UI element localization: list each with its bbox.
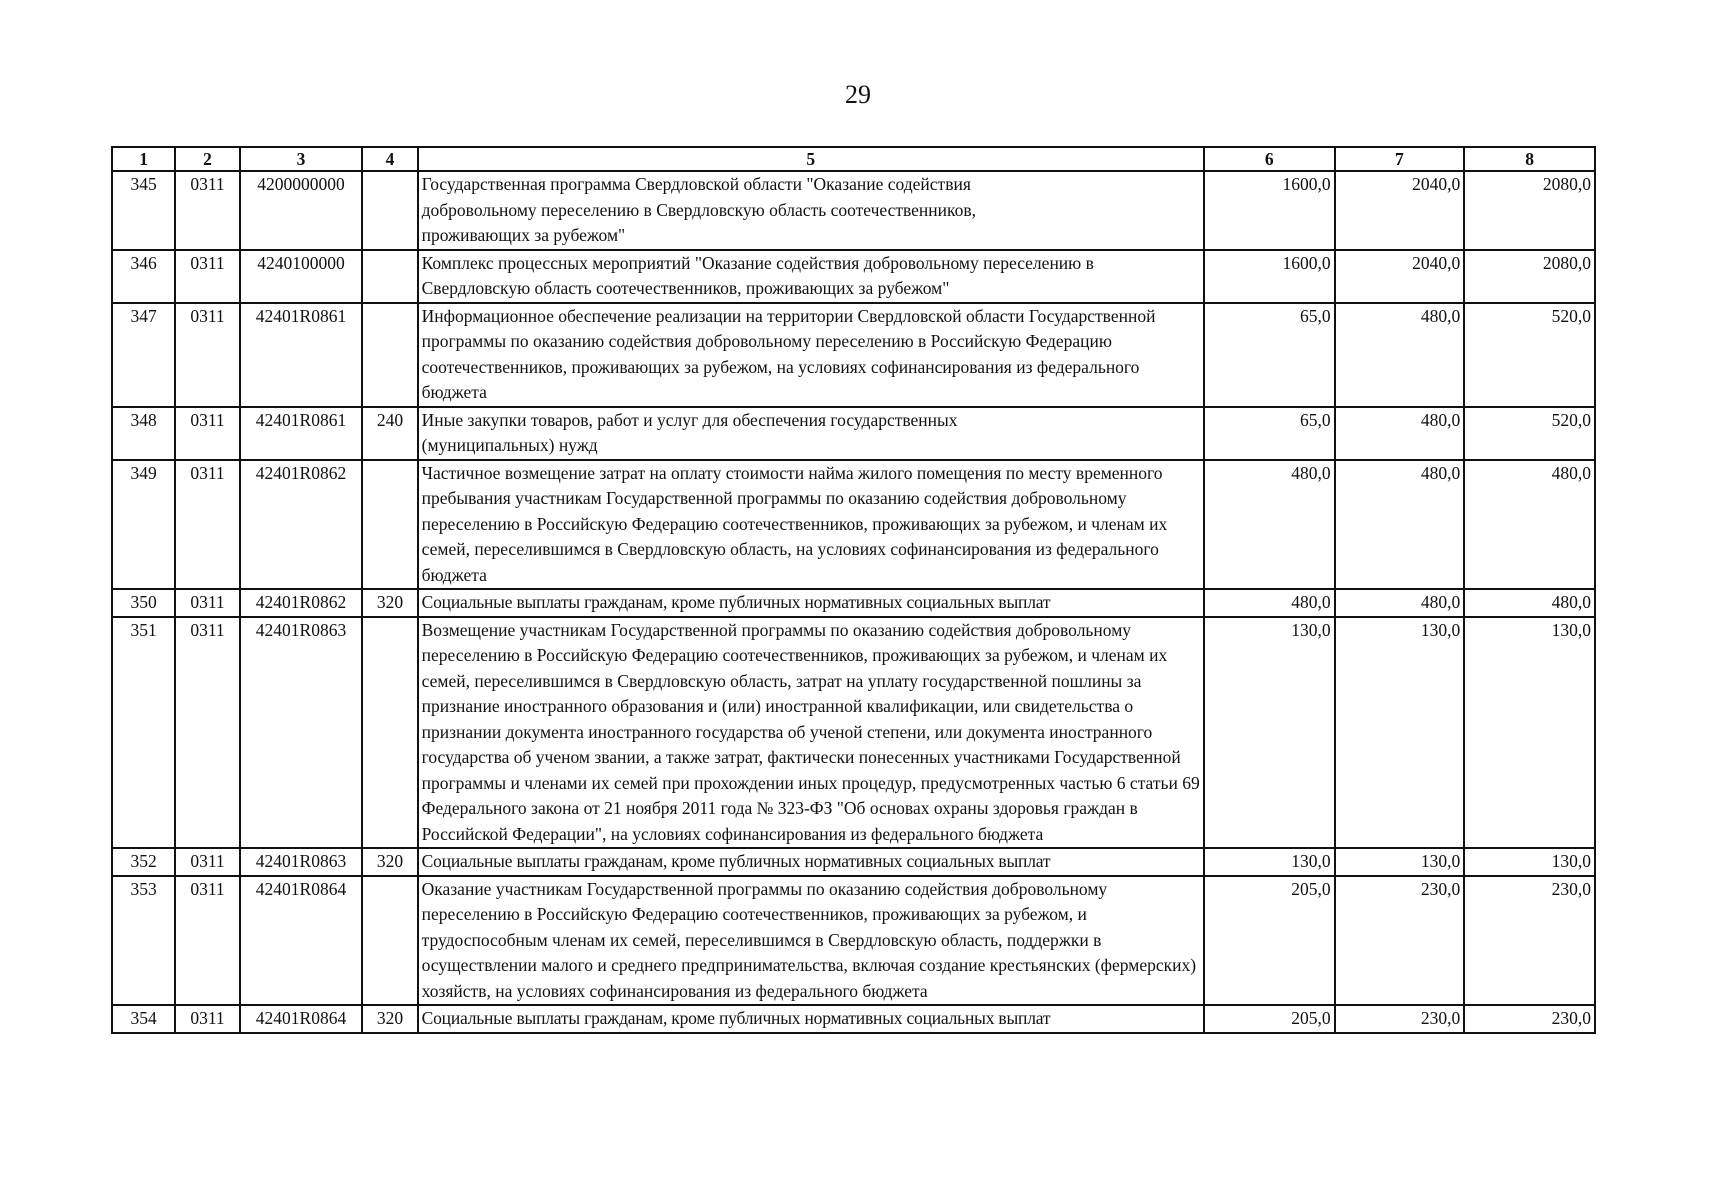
header-col-4: 4 — [362, 147, 417, 171]
header-col-1: 1 — [112, 147, 175, 171]
amount-col-6: 205,0 — [1204, 1005, 1335, 1033]
amount-col-8: 2080,0 — [1464, 250, 1595, 303]
amount-col-7: 230,0 — [1335, 1005, 1465, 1033]
row-description: Оказание участникам Государственной программы по оказанию содействия добровольному переселению в Российскую Федерацию соотечественников, проживающих за рубежом, и трудоспособным членам их семей, переселившимся в Свердловскую область, поддержки в осуществлении малого и среднего предпринимательства, включая создание крестьянских (фермерских) хозяйств, на условиях софинансирования из федерального бюджета — [418, 876, 1204, 1006]
row-description: Частичное возмещение затрат на оплату стоимости найма жилого помещения по месту временного пребывания участникам Государственной программы по оказанию содействия добровольному переселению в Российскую Федерацию соотечественников, проживающих за рубежом, и членам их семей, переселившимся в Свердловскую область, на условиях софинансирования из федерального бюджета — [418, 460, 1204, 590]
row-number: 353 — [112, 876, 175, 1006]
amount-col-7: 130,0 — [1335, 617, 1465, 849]
amount-col-7: 480,0 — [1335, 589, 1465, 617]
amount-col-7: 480,0 — [1335, 460, 1465, 590]
row-number: 351 — [112, 617, 175, 849]
target-article-code: 42401R0864 — [240, 876, 363, 1006]
table-row — [112, 303, 1595, 407]
row-number: 349 — [112, 460, 175, 590]
section-code: 0311 — [175, 303, 239, 407]
table-row — [112, 617, 1595, 849]
amount-col-6: 480,0 — [1204, 460, 1335, 590]
amount-col-6: 1600,0 — [1204, 250, 1335, 303]
target-article-code: 42401R0864 — [240, 1005, 363, 1033]
row-description: Иные закупки товаров, работ и услуг для обеспечения государственных (муниципальных) нужд — [418, 407, 1204, 460]
amount-col-6: 65,0 — [1204, 303, 1335, 407]
amount-col-6: 130,0 — [1204, 848, 1335, 876]
page-number: 29 — [845, 80, 871, 109]
amount-col-6: 65,0 — [1204, 407, 1335, 460]
amount-col-6: 130,0 — [1204, 617, 1335, 849]
header-col-3: 3 — [240, 147, 363, 171]
row-description: Информационное обеспечение реализации на территории Свердловской области Государственной программы по оказанию содействия добровольному переселению в Российскую Федерацию соотечественников, проживающих за рубежом, на условиях софинансирования из федерального бюджета — [418, 303, 1204, 407]
row-description: Комплекс процессных мероприятий "Оказание содействия добровольному переселению в Свердловскую область соотечественников, проживающих за рубежом" — [418, 250, 1204, 303]
amount-col-7: 230,0 — [1335, 876, 1465, 1006]
header-col-2: 2 — [175, 147, 239, 171]
target-article-code: 42401R0863 — [240, 617, 363, 849]
row-number: 346 — [112, 250, 175, 303]
table-row — [112, 589, 1595, 617]
table-body — [112, 171, 1595, 1033]
amount-col-8: 130,0 — [1464, 848, 1595, 876]
amount-col-8: 230,0 — [1464, 1005, 1595, 1033]
amount-col-8: 520,0 — [1464, 407, 1595, 460]
header-col-5: 5 — [418, 147, 1204, 171]
row-description: Государственная программа Свердловской области "Оказание содействия добровольному переселению в Свердловскую область соотечественников, проживающих за рубежом" — [418, 171, 1204, 250]
section-code: 0311 — [175, 407, 239, 460]
section-code: 0311 — [175, 460, 239, 590]
amount-col-8: 2080,0 — [1464, 171, 1595, 250]
table-row — [112, 250, 1595, 303]
row-description: Социальные выплаты гражданам, кроме публичных нормативных социальных выплат — [418, 589, 1204, 617]
section-code: 0311 — [175, 171, 239, 250]
amount-col-8: 480,0 — [1464, 589, 1595, 617]
expense-type-code — [362, 460, 417, 590]
target-article-code: 42401R0862 — [240, 460, 363, 590]
row-number: 345 — [112, 171, 175, 250]
target-article-code: 4200000000 — [240, 171, 363, 250]
table-row — [112, 876, 1595, 1006]
expense-type-code: 320 — [362, 1005, 417, 1033]
expense-type-code — [362, 250, 417, 303]
amount-col-7: 2040,0 — [1335, 250, 1465, 303]
row-number: 354 — [112, 1005, 175, 1033]
target-article-code: 42401R0862 — [240, 589, 363, 617]
row-number: 352 — [112, 848, 175, 876]
row-description: Социальные выплаты гражданам, кроме публичных нормативных социальных выплат — [418, 1005, 1204, 1033]
amount-col-7: 480,0 — [1335, 303, 1465, 407]
section-code: 0311 — [175, 589, 239, 617]
expense-type-code — [362, 171, 417, 250]
expense-type-code — [362, 303, 417, 407]
header-col-7: 7 — [1335, 147, 1465, 171]
row-number: 350 — [112, 589, 175, 617]
amount-col-6: 1600,0 — [1204, 171, 1335, 250]
amount-col-8: 230,0 — [1464, 876, 1595, 1006]
expense-type-code: 240 — [362, 407, 417, 460]
section-code: 0311 — [175, 848, 239, 876]
expense-type-code — [362, 876, 417, 1006]
amount-col-8: 520,0 — [1464, 303, 1595, 407]
section-code: 0311 — [175, 1005, 239, 1033]
expense-type-code: 320 — [362, 848, 417, 876]
header-row — [112, 147, 1595, 171]
amount-col-8: 480,0 — [1464, 460, 1595, 590]
table-row — [112, 460, 1595, 590]
header-col-8: 8 — [1464, 147, 1595, 171]
table-row — [112, 1005, 1595, 1033]
section-code: 0311 — [175, 250, 239, 303]
budget-table — [111, 146, 1596, 1034]
target-article-code: 42401R0861 — [240, 303, 363, 407]
row-number: 348 — [112, 407, 175, 460]
amount-col-8: 130,0 — [1464, 617, 1595, 849]
expense-type-code — [362, 617, 417, 849]
section-code: 0311 — [175, 876, 239, 1006]
target-article-code: 42401R0863 — [240, 848, 363, 876]
header-col-6: 6 — [1204, 147, 1335, 171]
target-article-code: 4240100000 — [240, 250, 363, 303]
row-description: Возмещение участникам Государственной программы по оказанию содействия добровольному переселению в Российскую Федерацию соотечественников, проживающих за рубежом, и членам их семей, переселившимся в Свердловскую область, затрат на уплату государственной пошлины за признание иностранного образования и (или) иностранной квалификации, или свидетельства о признании документа иностранного государства об ученой степени, или документа иностранного государства об ученом звании, а также затрат, фактически понесенных участниками Государственной программы и членами их семей при прохождении иных процедур, предусмотренных частью 6 статьи 69 Федерального закона от 21 ноября 2011 года № 323-ФЗ "Об основах охраны здоровья граждан в Российской Федерации", на условиях софинансирования из федерального бюджета — [418, 617, 1204, 849]
table-row — [112, 848, 1595, 876]
amount-col-7: 2040,0 — [1335, 171, 1465, 250]
target-article-code: 42401R0861 — [240, 407, 363, 460]
table-row — [112, 407, 1595, 460]
amount-col-7: 480,0 — [1335, 407, 1465, 460]
row-description: Социальные выплаты гражданам, кроме публичных нормативных социальных выплат — [418, 848, 1204, 876]
amount-col-6: 480,0 — [1204, 589, 1335, 617]
expense-type-code: 320 — [362, 589, 417, 617]
amount-col-6: 205,0 — [1204, 876, 1335, 1006]
table-row — [112, 171, 1595, 250]
section-code: 0311 — [175, 617, 239, 849]
amount-col-7: 130,0 — [1335, 848, 1465, 876]
row-number: 347 — [112, 303, 175, 407]
table-header — [112, 147, 1595, 171]
